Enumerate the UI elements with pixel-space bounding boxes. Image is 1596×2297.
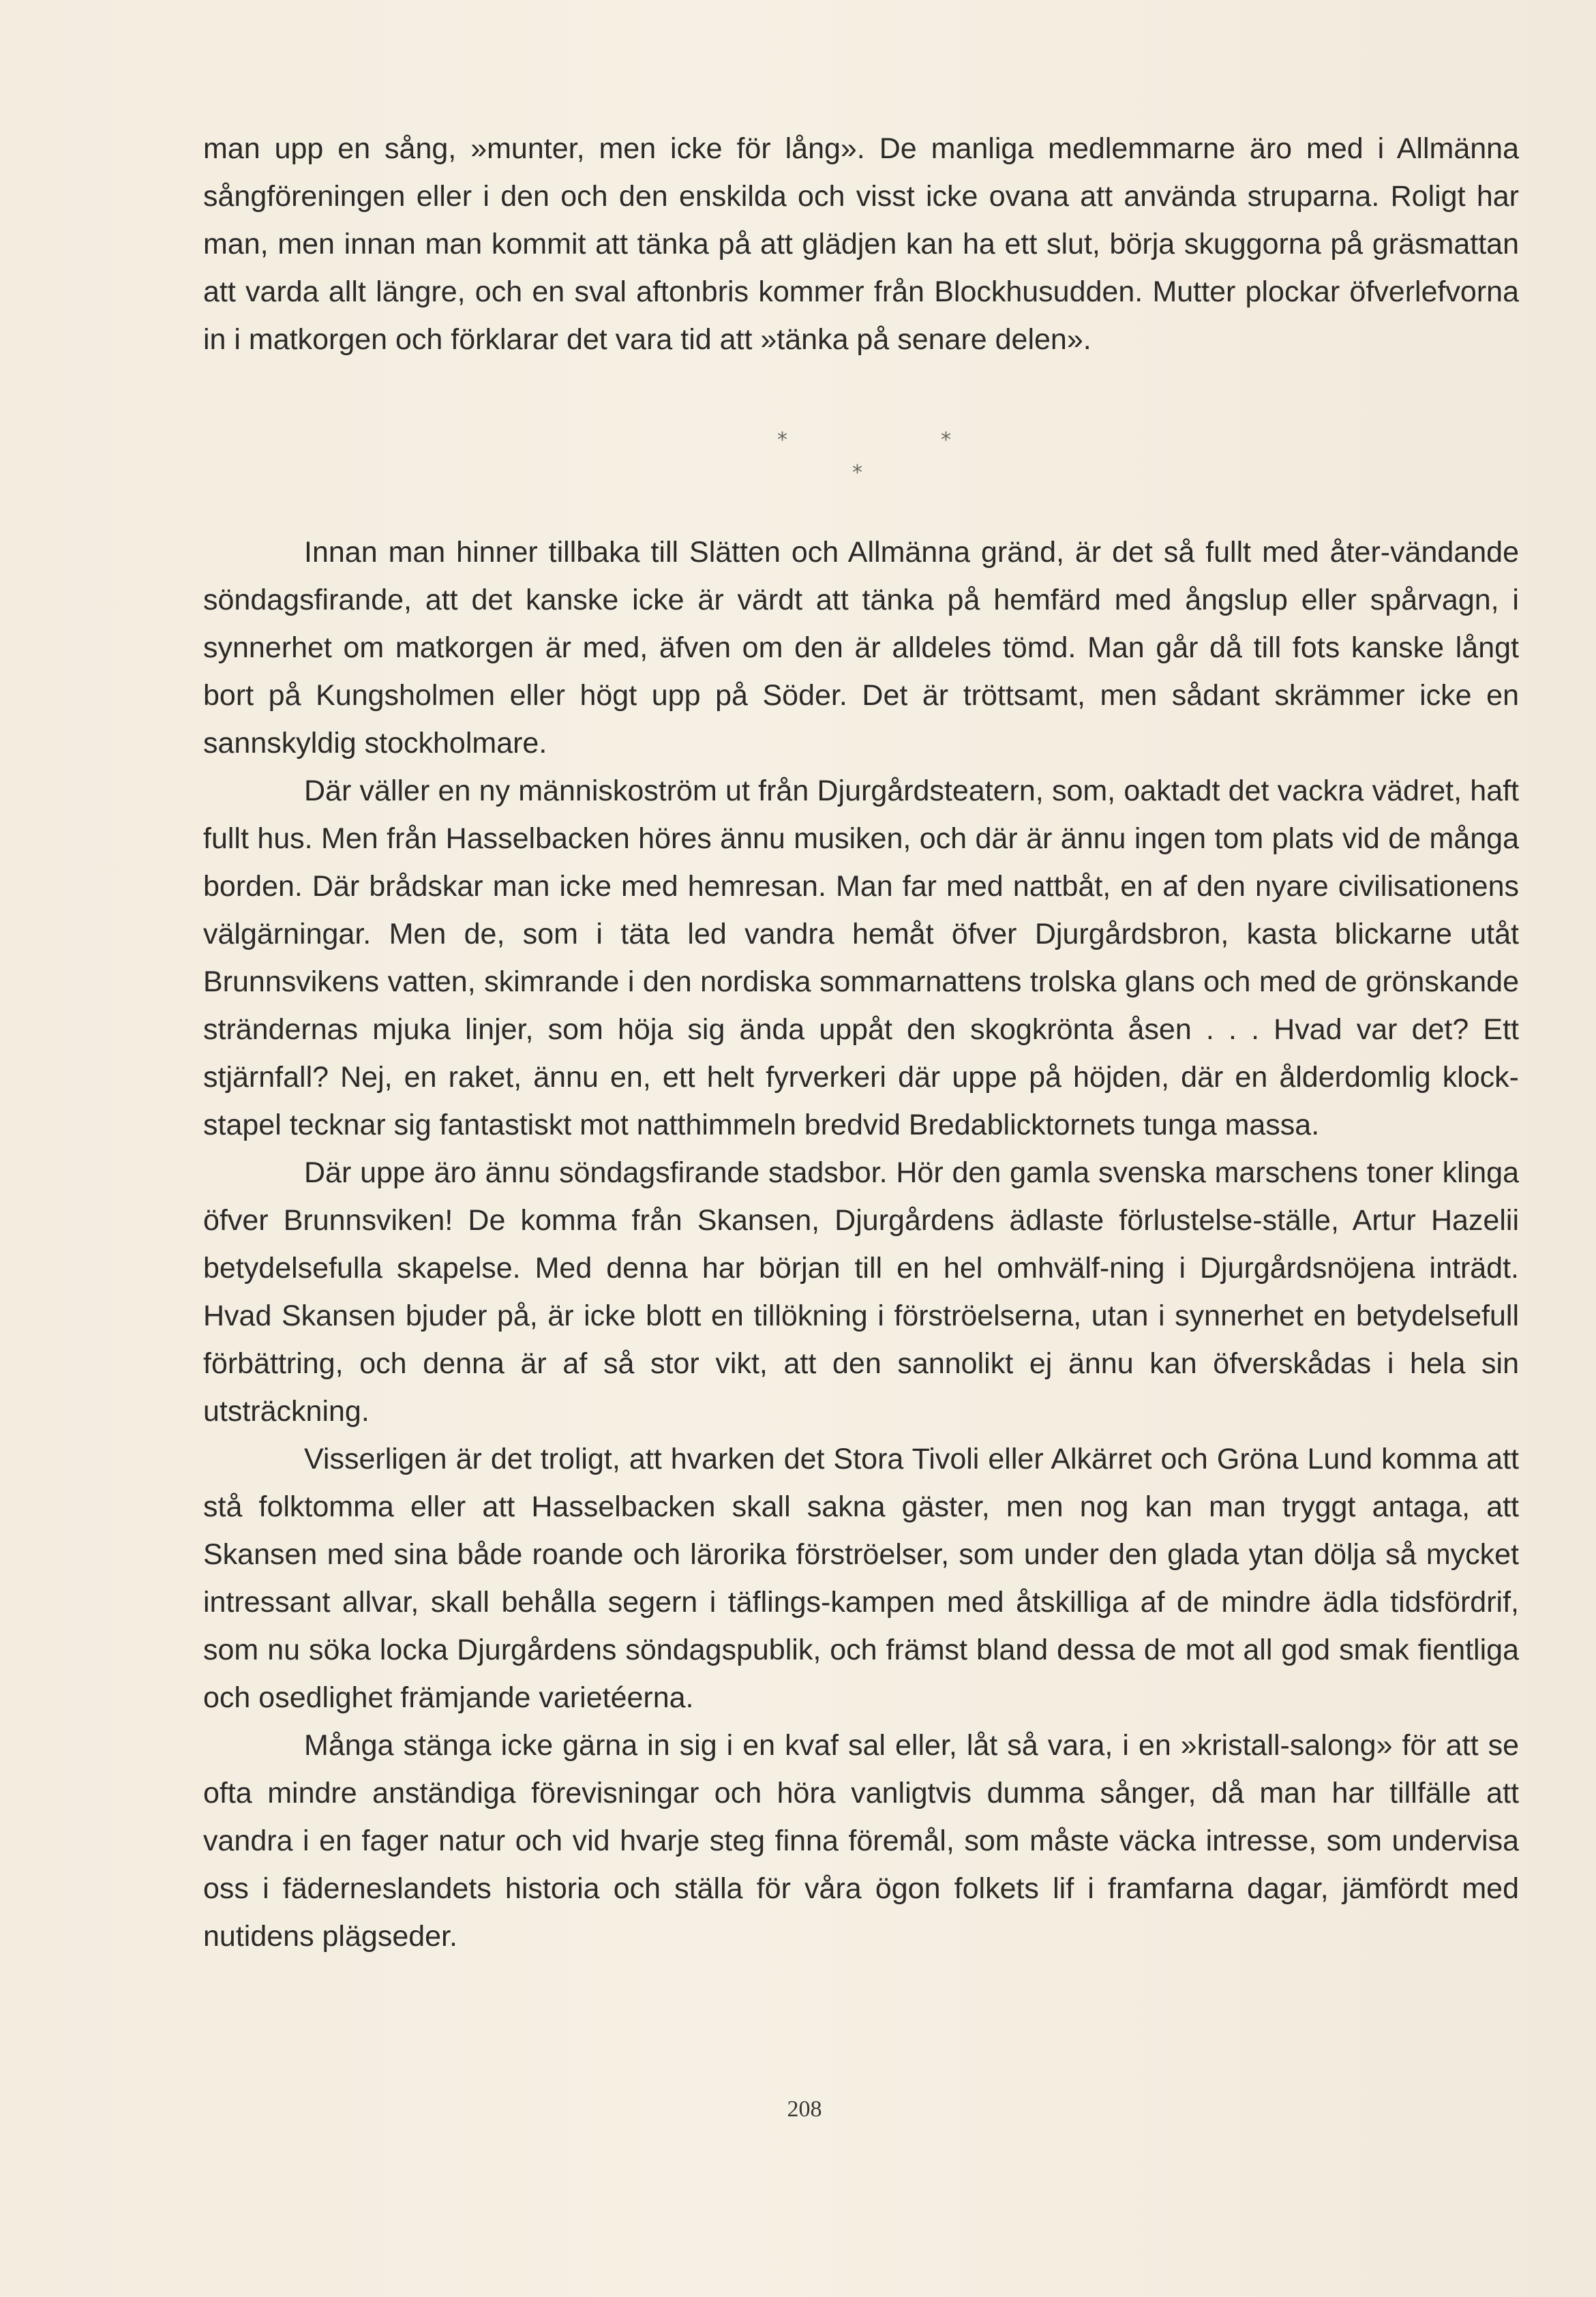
text-block-top: [203, 125, 1519, 363]
page-number: 208: [787, 2097, 822, 2122]
paragraph: Visserligen är det troligt, att hvarken det Stora Tivoli eller Alkärret och Gröna Lund komma att stå folktomma eller att Hasselbacken skall sakna gäster, men nog kan man tryggt antaga, att Skansen med sina både roande och lärorika förströelser, som under den glada ytan dölja så mycket intressant allvar, skall behålla segern i täflings-kampen med åtskilliga af de mindre ädla tidsfördrif, som nu söka locka Djurgårdens söndagspublik, och främst bland dessa de mot all god smak fientliga och osedlighet främjande varietéerna.: [203, 1443, 1519, 1714]
paragraph: man upp en sång, »munter, men icke för lång». De manliga medlemmarne äro med i Allmänna sångföreningen eller i den och den enskilda och visst icke ovana att använda struparna. Roligt har man, men innan man kommit att tänka på att glädjen kan ha ett slut, börja skuggorna på gräsmattan att varda allt längre, och en sval aftonbris kommer från Blockhusudden. Mutter plockar öfverlefvorna in i matkorgen och förklarar det vara tid att »tänka på senare delen».: [203, 132, 1519, 356]
asterisk-ornament: *: [777, 428, 787, 452]
paragraph: Där väller en ny människoström ut från Djurgårdsteatern, som, oaktadt det vackra vädret, haft fullt hus. Men från Hasselbacken höres ännu musiken, och där är ännu ingen tom plats vid de många borden. Där brådskar man icke med hemresan. Man far med nattbåt, en af den nyare civilisationens välgärningar. Men de, som i täta led vandra hemåt öfver Djurgårdsbron, kasta blickarne utåt Brunnsvikens vatten, skimrande i den nordiska sommarnattens trolska glans och med de grönskande strändernas mjuka linjer, som höja sig ända uppåt den skogkrönta åsen . . . Hvad var det? Ett stjärnfall? Nej, en raket, ännu en, ett helt fyrverkeri där uppe på höjden, där en ålderdomlig klock-stapel tecknar sig fantastiskt mot natthimmeln bredvid Bredablicktornets tunga massa.: [203, 775, 1519, 1141]
paragraph: Där uppe äro ännu söndagsfirande stadsbor. Hör den gamla svenska marschens toner klinga öfver Brunnsviken! De komma från Skansen, Djurgårdens ädlaste förlustelse-ställe, Artur Hazelii betydelsefulla skapelse. Med denna har början till en hel omhvälf-ning i Djurgårdsnöjena inträdt. Hvad Skansen bjuder på, är icke blott en tillökning i förströelserna, utan i synnerhet en betydelsefull förbättring, och denna är af så stor vikt, att den sannolikt ej ännu kan öfverskådas i hela sin utsträckning.: [203, 1156, 1519, 1428]
asterism-divider: [736, 428, 1023, 490]
paragraph: Många stänga icke gärna in sig i en kvaf sal eller, låt så vara, i en »kristall-salong» för att se ofta mindre anständiga förevisningar och höra vanligtvis dumma sånger, då man har tillfälle att vandra i en fager natur och vid hvarje steg finna föremål, som måste väcka intresse, som undervisa oss i fäderneslandets historia och ställa för våra ögon folkets lif i framfarna dagar, jämfördt med nutidens plägseder.: [203, 1729, 1519, 1953]
asterisk-ornament: *: [941, 428, 951, 452]
text-block-main: [203, 528, 1519, 1960]
asterisk-ornament: *: [852, 461, 862, 485]
paragraph: Innan man hinner tillbaka till Slätten och Allmänna gränd, är det så fullt med åter-vändande söndagsfirande, att det kanske icke är värdt att tänka på hemfärd med ångslup eller spårvagn, i synnerhet om matkorgen är med, äfven om den är alldeles tömd. Man går då till fots kanske långt bort på Kungsholmen eller högt upp på Söder. Det är tröttsamt, men sådant skrämmer icke en sannskyldig stockholmare.: [203, 536, 1519, 760]
